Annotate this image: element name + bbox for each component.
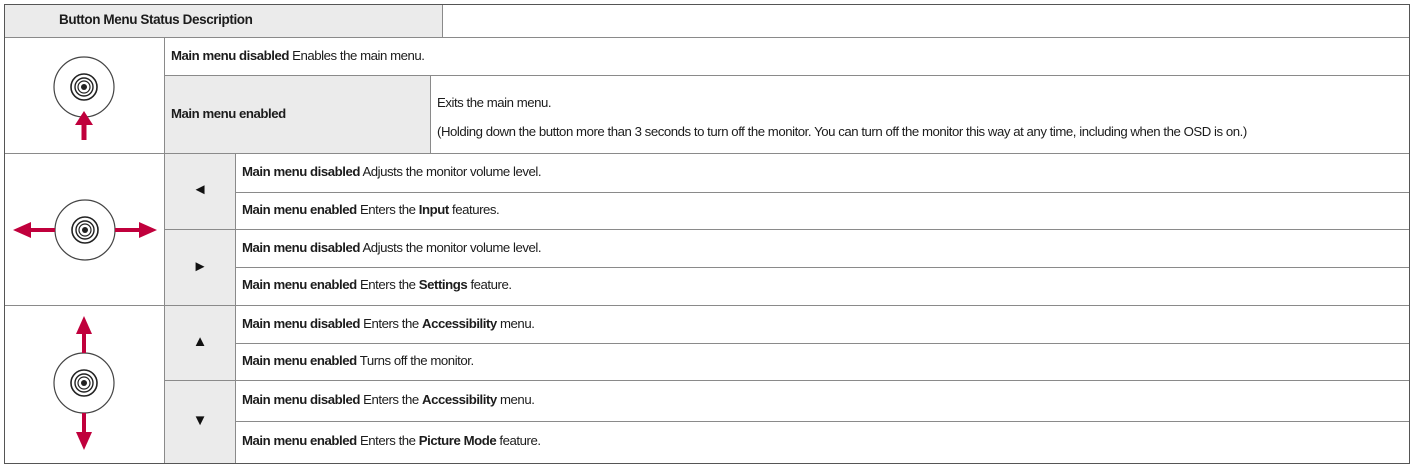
feature-name: Input	[418, 202, 449, 217]
status-label: Main menu disabled	[171, 48, 289, 63]
joystick-left-right-icon	[5, 190, 165, 270]
divider	[5, 37, 1409, 38]
up-disabled-row	[242, 316, 534, 332]
description: (Holding down the button more than 3 seconds to turn off the monitor. You can turn off the monitor this way at any time, including when the OSD is on.)	[437, 124, 1247, 139]
status-label: Main menu disabled	[242, 392, 360, 407]
status-label: Main menu enabled	[171, 106, 286, 121]
divider	[165, 229, 1409, 230]
up-enabled-row	[242, 353, 474, 369]
description: menu.	[500, 392, 535, 407]
down-enabled-row	[242, 433, 541, 449]
arrow-left-symbol: ◄	[192, 181, 208, 198]
status-label: Main menu enabled	[242, 277, 357, 292]
description: Adjusts the monitor volume level.	[362, 164, 542, 179]
right-enabled-row	[242, 277, 512, 293]
description: Enters the	[359, 202, 416, 217]
divider	[442, 5, 443, 37]
description: features.	[452, 202, 500, 217]
table-frame	[4, 4, 1410, 464]
divider	[430, 75, 431, 153]
joystick-up-down-icon	[44, 310, 124, 460]
description: Exits the main menu.	[437, 95, 552, 110]
left-enabled-row	[242, 202, 499, 218]
divider	[165, 380, 1409, 381]
description: Enters the	[363, 392, 419, 407]
feature-name: Picture Mode	[418, 433, 497, 448]
right-disabled-row	[242, 240, 541, 256]
status-label: Main menu disabled	[242, 316, 360, 331]
description: feature.	[470, 277, 512, 292]
status-label: Main menu enabled	[242, 433, 357, 448]
header-title: Button Menu Status Description	[59, 12, 253, 27]
arrow-down-symbol: ▼	[192, 412, 208, 429]
arrow-right-symbol: ►	[192, 258, 208, 275]
description: Turns off the monitor.	[359, 353, 474, 368]
status-label: Main menu enabled	[242, 202, 357, 217]
description: Enters the	[359, 433, 416, 448]
divider	[235, 267, 1409, 268]
status-label: Main menu disabled	[242, 164, 360, 179]
feature-name: Accessibility	[422, 316, 497, 331]
description: feature.	[499, 433, 541, 448]
status-label: Main menu disabled	[242, 240, 360, 255]
description: Adjusts the monitor volume level.	[362, 240, 542, 255]
divider	[5, 153, 1409, 154]
down-disabled-row	[242, 392, 534, 408]
divider	[5, 305, 1409, 306]
description: Enters the	[359, 277, 416, 292]
press-disabled-row	[171, 48, 424, 64]
joystick-press-icon	[44, 45, 124, 145]
description: Enters the	[363, 316, 419, 331]
feature-name: Accessibility	[422, 392, 497, 407]
feature-name: Settings	[418, 277, 468, 292]
arrow-up-symbol: ▲	[192, 333, 208, 350]
description: menu.	[500, 316, 535, 331]
divider	[235, 153, 236, 463]
left-disabled-row	[242, 164, 541, 180]
status-label: Main menu enabled	[242, 353, 357, 368]
divider	[235, 343, 1409, 344]
divider	[165, 75, 1409, 76]
divider	[235, 192, 1409, 193]
description: Enables the main menu.	[292, 48, 425, 63]
divider	[235, 421, 1409, 422]
